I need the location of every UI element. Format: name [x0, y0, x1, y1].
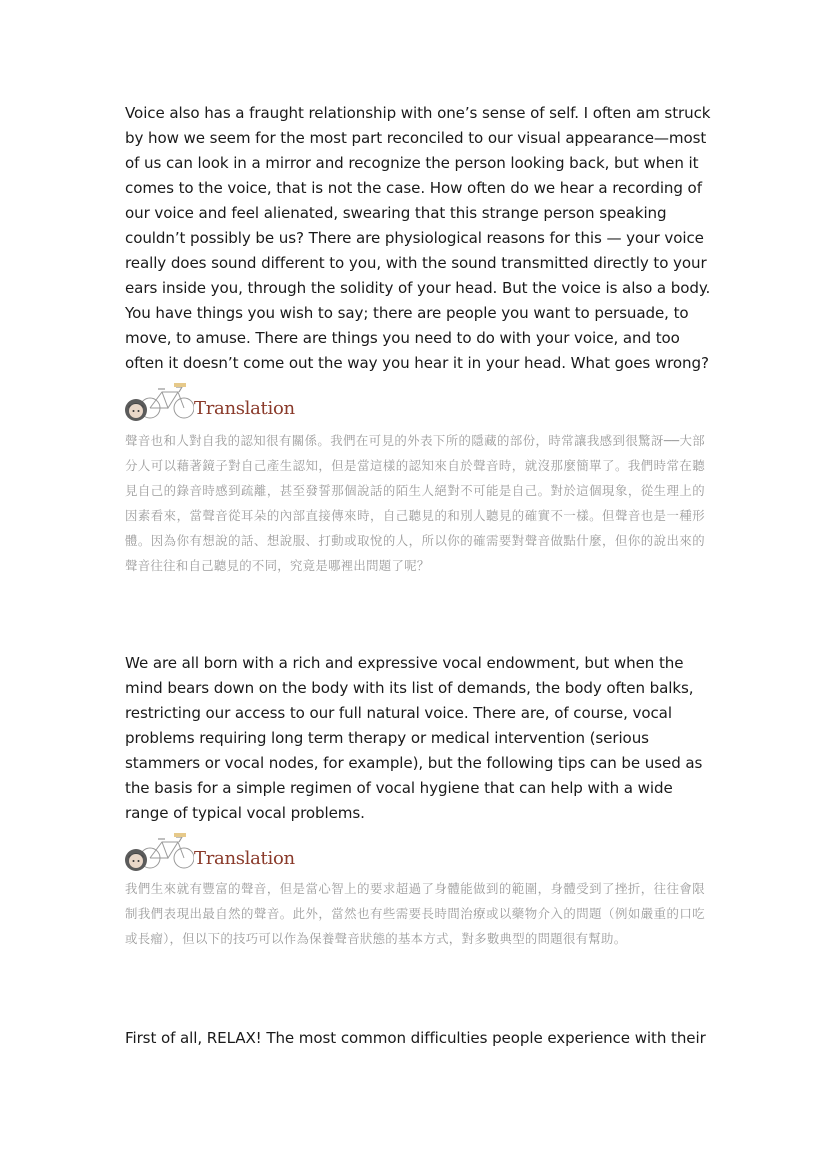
- avatar-icon: [124, 398, 148, 422]
- paragraph-english: Voice also has a fraught relationship with one’s sense of self. I often am struck by how we seem for the most part reconciled to our visual appearance—most of us can look in a mirror and recognize the person looking back, but when it comes to the voice, that is not the case. How often do we hear a recording of our voice and feel alienated, swearing that this strange person speaking couldn’t possibly be us? There are physiological reasons for this — your voice really does sound different to you, with the sound transmitted directly to your ears inside you, through the solidity of your head. But the voice is also a body. You have things you wish to say; there are people you want to persuade, to move, to amuse. There are things you need to do with your voice, and too often it doesn’t come out the way you hear it in your head. What goes wrong?: [125, 104, 711, 372]
- translation-banner: [124, 378, 294, 422]
- translation-label: Translation: [194, 398, 295, 419]
- paragraph-translation: 聲音也和人對自我的認知很有關係。我們在可見的外表下所的隱藏的部份，時常讓我感到很驚訝──大部分人可以藉著鏡子對自己產生認知，但是當這樣的認知來自於聲音時，就沒那麼簡單了。我們時常在聽見自己的錄音時感到疏離，甚至發誓那個說話的陌生人絕對不可能是自己。對於這個現象，從生理上的因素看來，當聲音從耳朵的內部直接傳來時，自己聽見的和別人聽見的確實不一樣。但聲音也是一種形體。因為你有想說的話、想說服、打動或取悅的人，所以你的確需要對聲音做點什麼，但你的說出來的聲音往往和自己聽見的不同，究竟是哪裡出問題了呢？: [125, 433, 705, 573]
- paragraph-english: We are all born with a rich and expressive vocal endowment, but when the mind bears down on the body with its list of demands, the body often balks, restricting our access to our full natural voice. There are, of course, vocal problems requiring long term therapy or medical intervention (serious stammers or vocal nodes, for example), but the following tips can be used as the basis for a simple regimen of vocal hygiene that can help with a wide range of typical vocal problems.: [125, 654, 703, 822]
- paragraph-translation: 我們生來就有豐富的聲音，但是當心智上的要求超過了身體能做到的範圍，身體受到了挫折，往往會限制我們表現出最自然的聲音。此外，當然也有些需要長時間治療或以藥物介入的問題（例如嚴重的口吃或長瘤），但以下的技巧可以作為保養聲音狀態的基本方式，對多數典型的問題很有幫助。: [125, 881, 705, 946]
- paragraph-english: First of all, RELAX! The most common difficulties people experience with their: [125, 1029, 706, 1047]
- avatar-icon: [124, 848, 148, 872]
- translation-banner: [124, 828, 294, 872]
- translation-label: Translation: [194, 848, 295, 869]
